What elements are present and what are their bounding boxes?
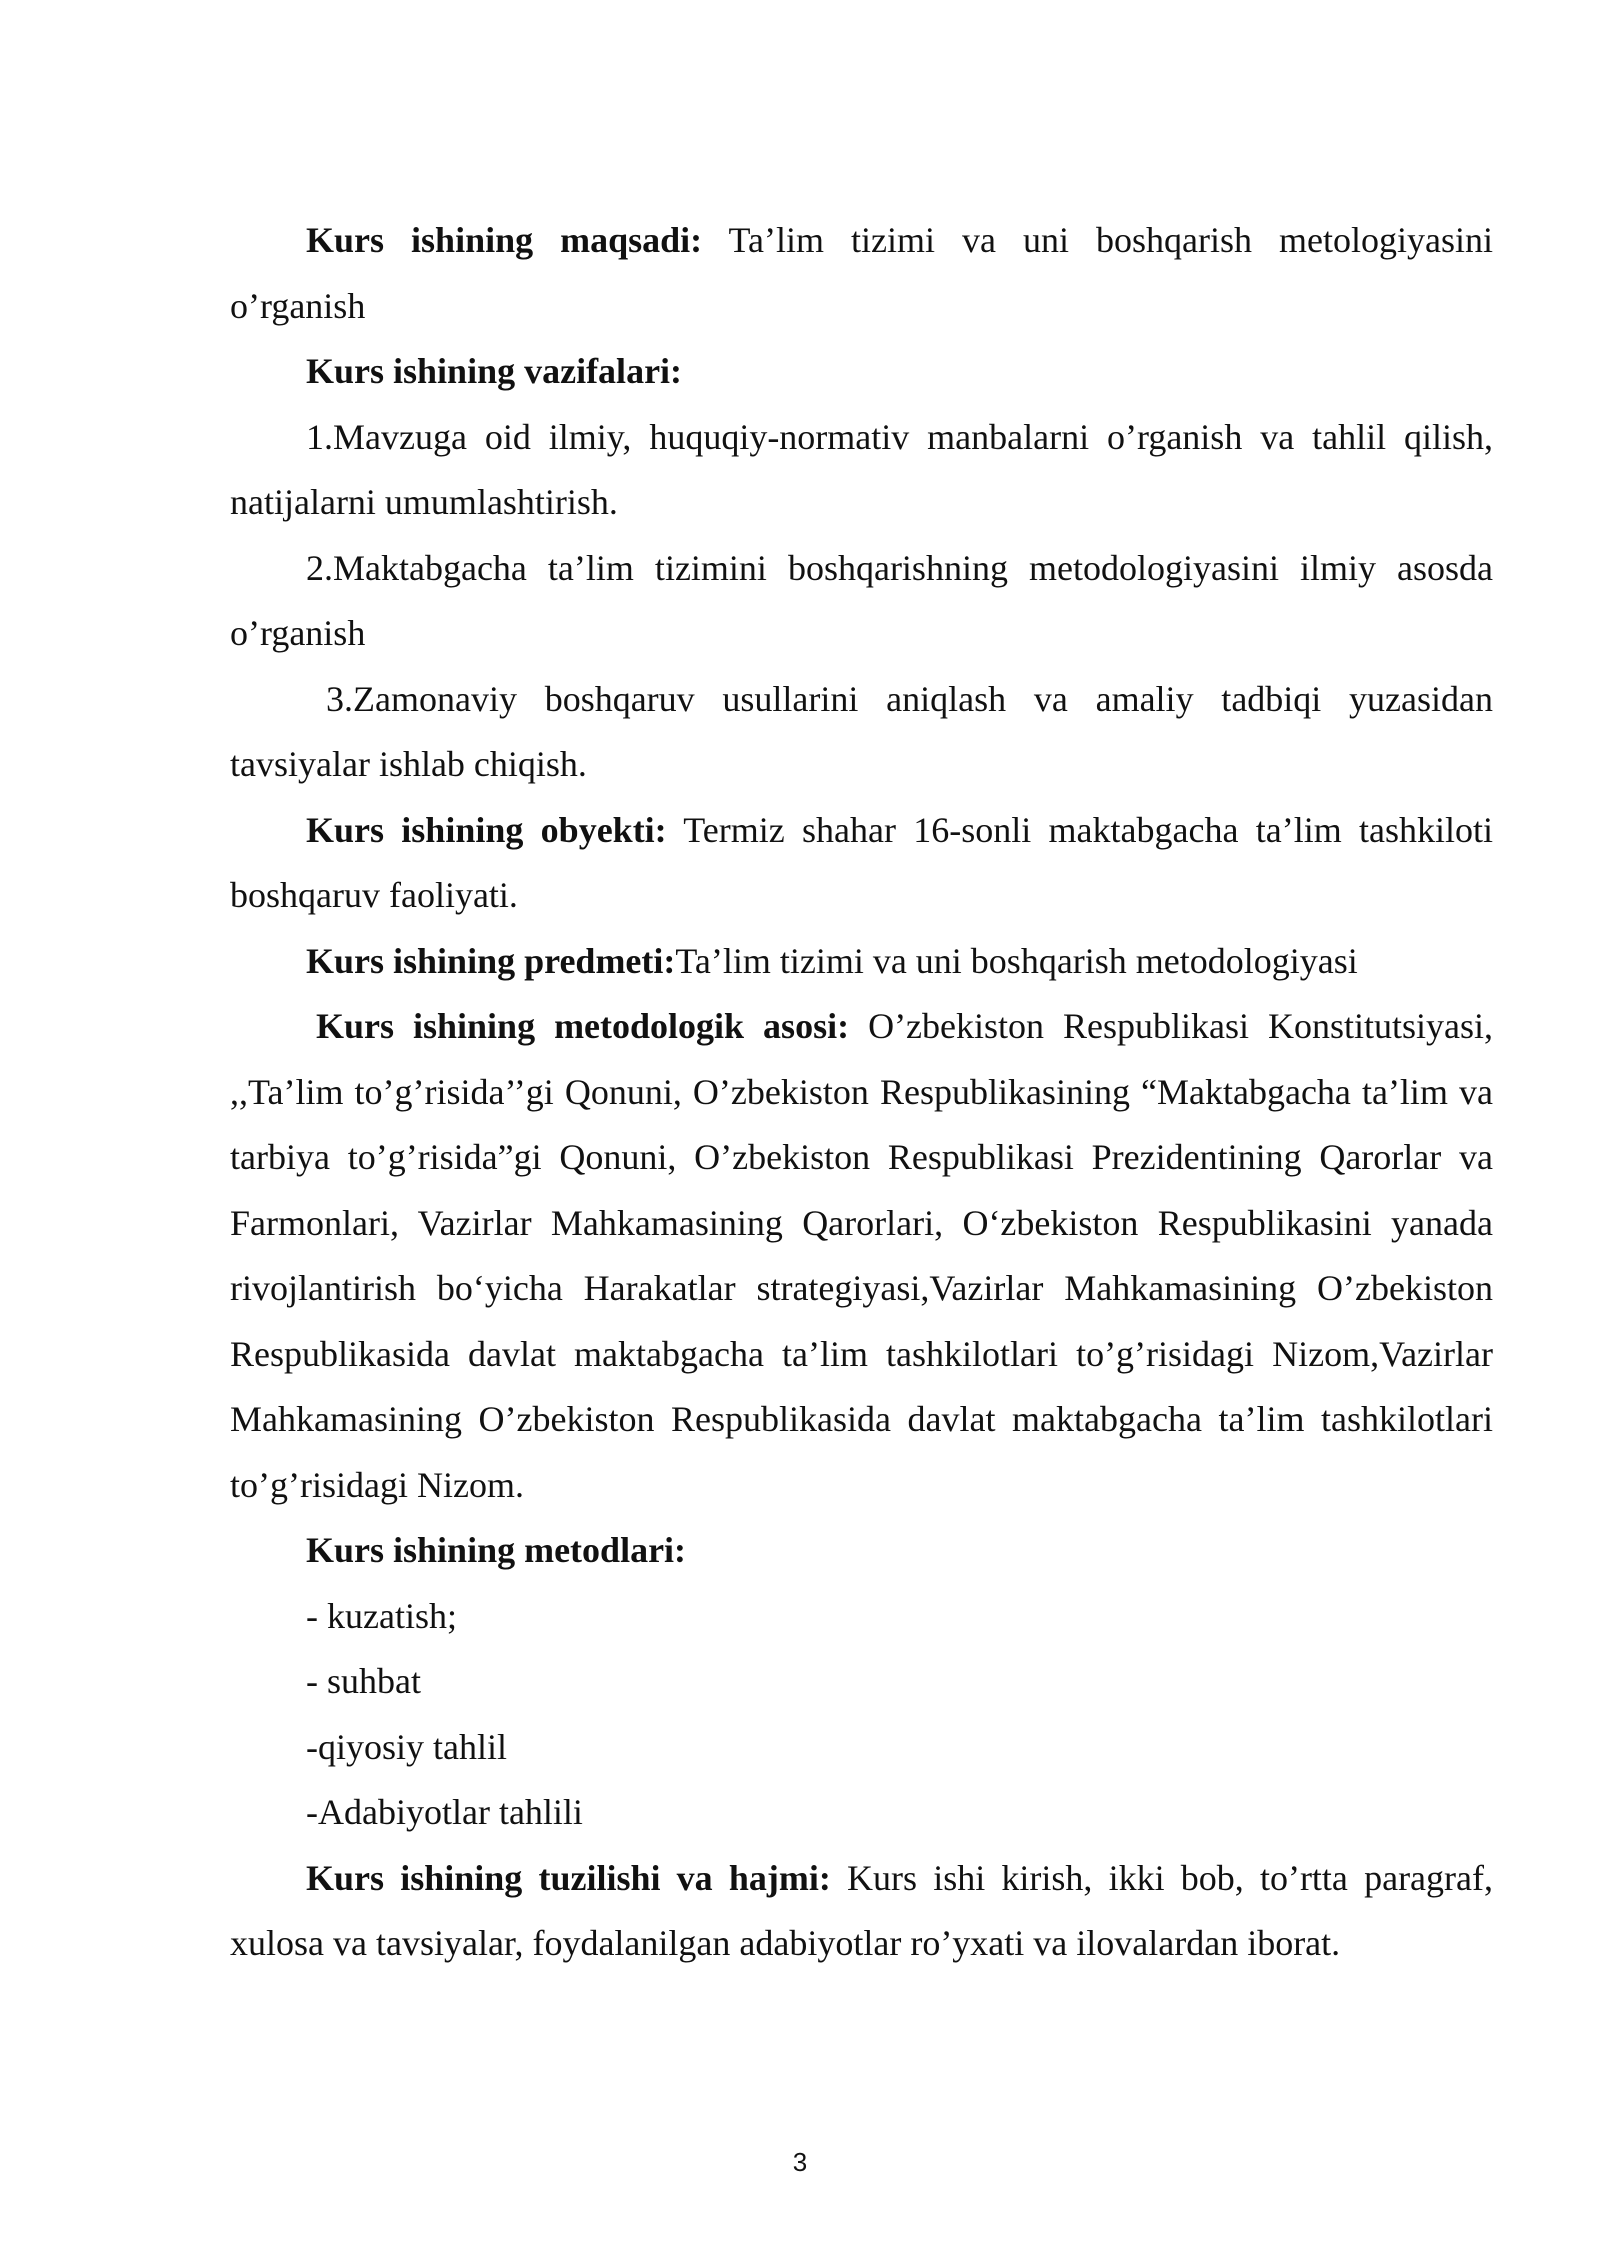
task-2: 2.Maktabgacha ta’lim tizimini boshqarishning metodologiyasini ilmiy asosda o’rganish [230, 547, 1493, 653]
goal-paragraph [230, 208, 1493, 339]
subject-label: Kurs ishining predmeti: [306, 940, 676, 981]
structure-label: Kurs ishining tuzilishi va hajmi: [306, 1857, 831, 1898]
structure-text: Kurs ishi kirish, ikki bob, to’rtta paragraf, xulosa va tavsiyalar, foydalanilgan adabiyotlar ro’yxati va ilovalardan iborat. [230, 1857, 1493, 1963]
object-paragraph [230, 798, 1493, 929]
method-item: -qiyosiy tahlil [306, 1726, 507, 1767]
methods-heading [230, 1518, 1493, 1584]
tasks-label: Kurs ishining vazifalari: [306, 351, 683, 391]
task-1: 1.Mavzuga oid ilmiy, huquqiy-normativ manbalarni o’rganish va tahlil qilish, natijalarni umumlashtirish. [230, 416, 1493, 522]
method-item: - kuzatish; [306, 1595, 457, 1636]
basis-text: O’zbekiston Respublikasi Konstitutsiyasi, ,,Ta’lim to’g’risida’’gi Qonuni, O’zbekiston Respublikasining “Maktabgacha ta’lim va tarbiya to’g’risida”gi Qonuni, O’zbekiston Respublikasi Prezidentining Qarorlar va Farmonlari, Vazirlar Mahkamasining Qarorlari, O‘zbekiston Respublikasini yanada rivojlantirish bo‘yicha Harakatlar strategiyasi,Vazirlar Mahkamasining O’zbekiston Respublikasida davlat maktabgacha ta’lim tashkilotlari to’g’risidagi Nizom,Vazirlar Mahkamasining O’zbekiston Respublikasida davlat maktabgacha ta’lim tashkilotlari to’g’risidagi Nizom. [230, 1006, 1494, 1505]
object-label: Kurs ishining obyekti: [306, 809, 667, 850]
method-item: -Adabiyotlar tahlili [306, 1792, 583, 1832]
task-3: 3.Zamonaviy boshqaruv usullarini aniqlash va amaliy tadbiqi yuzasidan tavsiyalar ishlab chiqish. [230, 678, 1493, 784]
method-item: - suhbat [306, 1661, 421, 1701]
basis-label: Kurs ishining metodologik asosi: [316, 1006, 850, 1046]
goal-text: Ta’lim tizimi va uni boshqarish metologiyasini o’rganish [230, 220, 1494, 326]
object-text: Termiz shahar 16-sonli maktabgacha ta’lim tashkiloti boshqaruv faoliyati. [230, 809, 1493, 915]
document-page [230, 208, 1493, 1977]
subject-paragraph [230, 929, 1493, 995]
goal-label: Kurs ishining maqsadi: [306, 220, 703, 260]
basis-paragraph [230, 994, 1493, 1518]
subject-text: Ta’lim tizimi va uni boshqarish metodologiyasi [675, 940, 1358, 981]
methods-label: Kurs ishining metodlari: [306, 1530, 687, 1570]
structure-paragraph [230, 1846, 1493, 1977]
page-number: 3 [792, 2147, 808, 2177]
tasks-heading [230, 339, 1493, 405]
